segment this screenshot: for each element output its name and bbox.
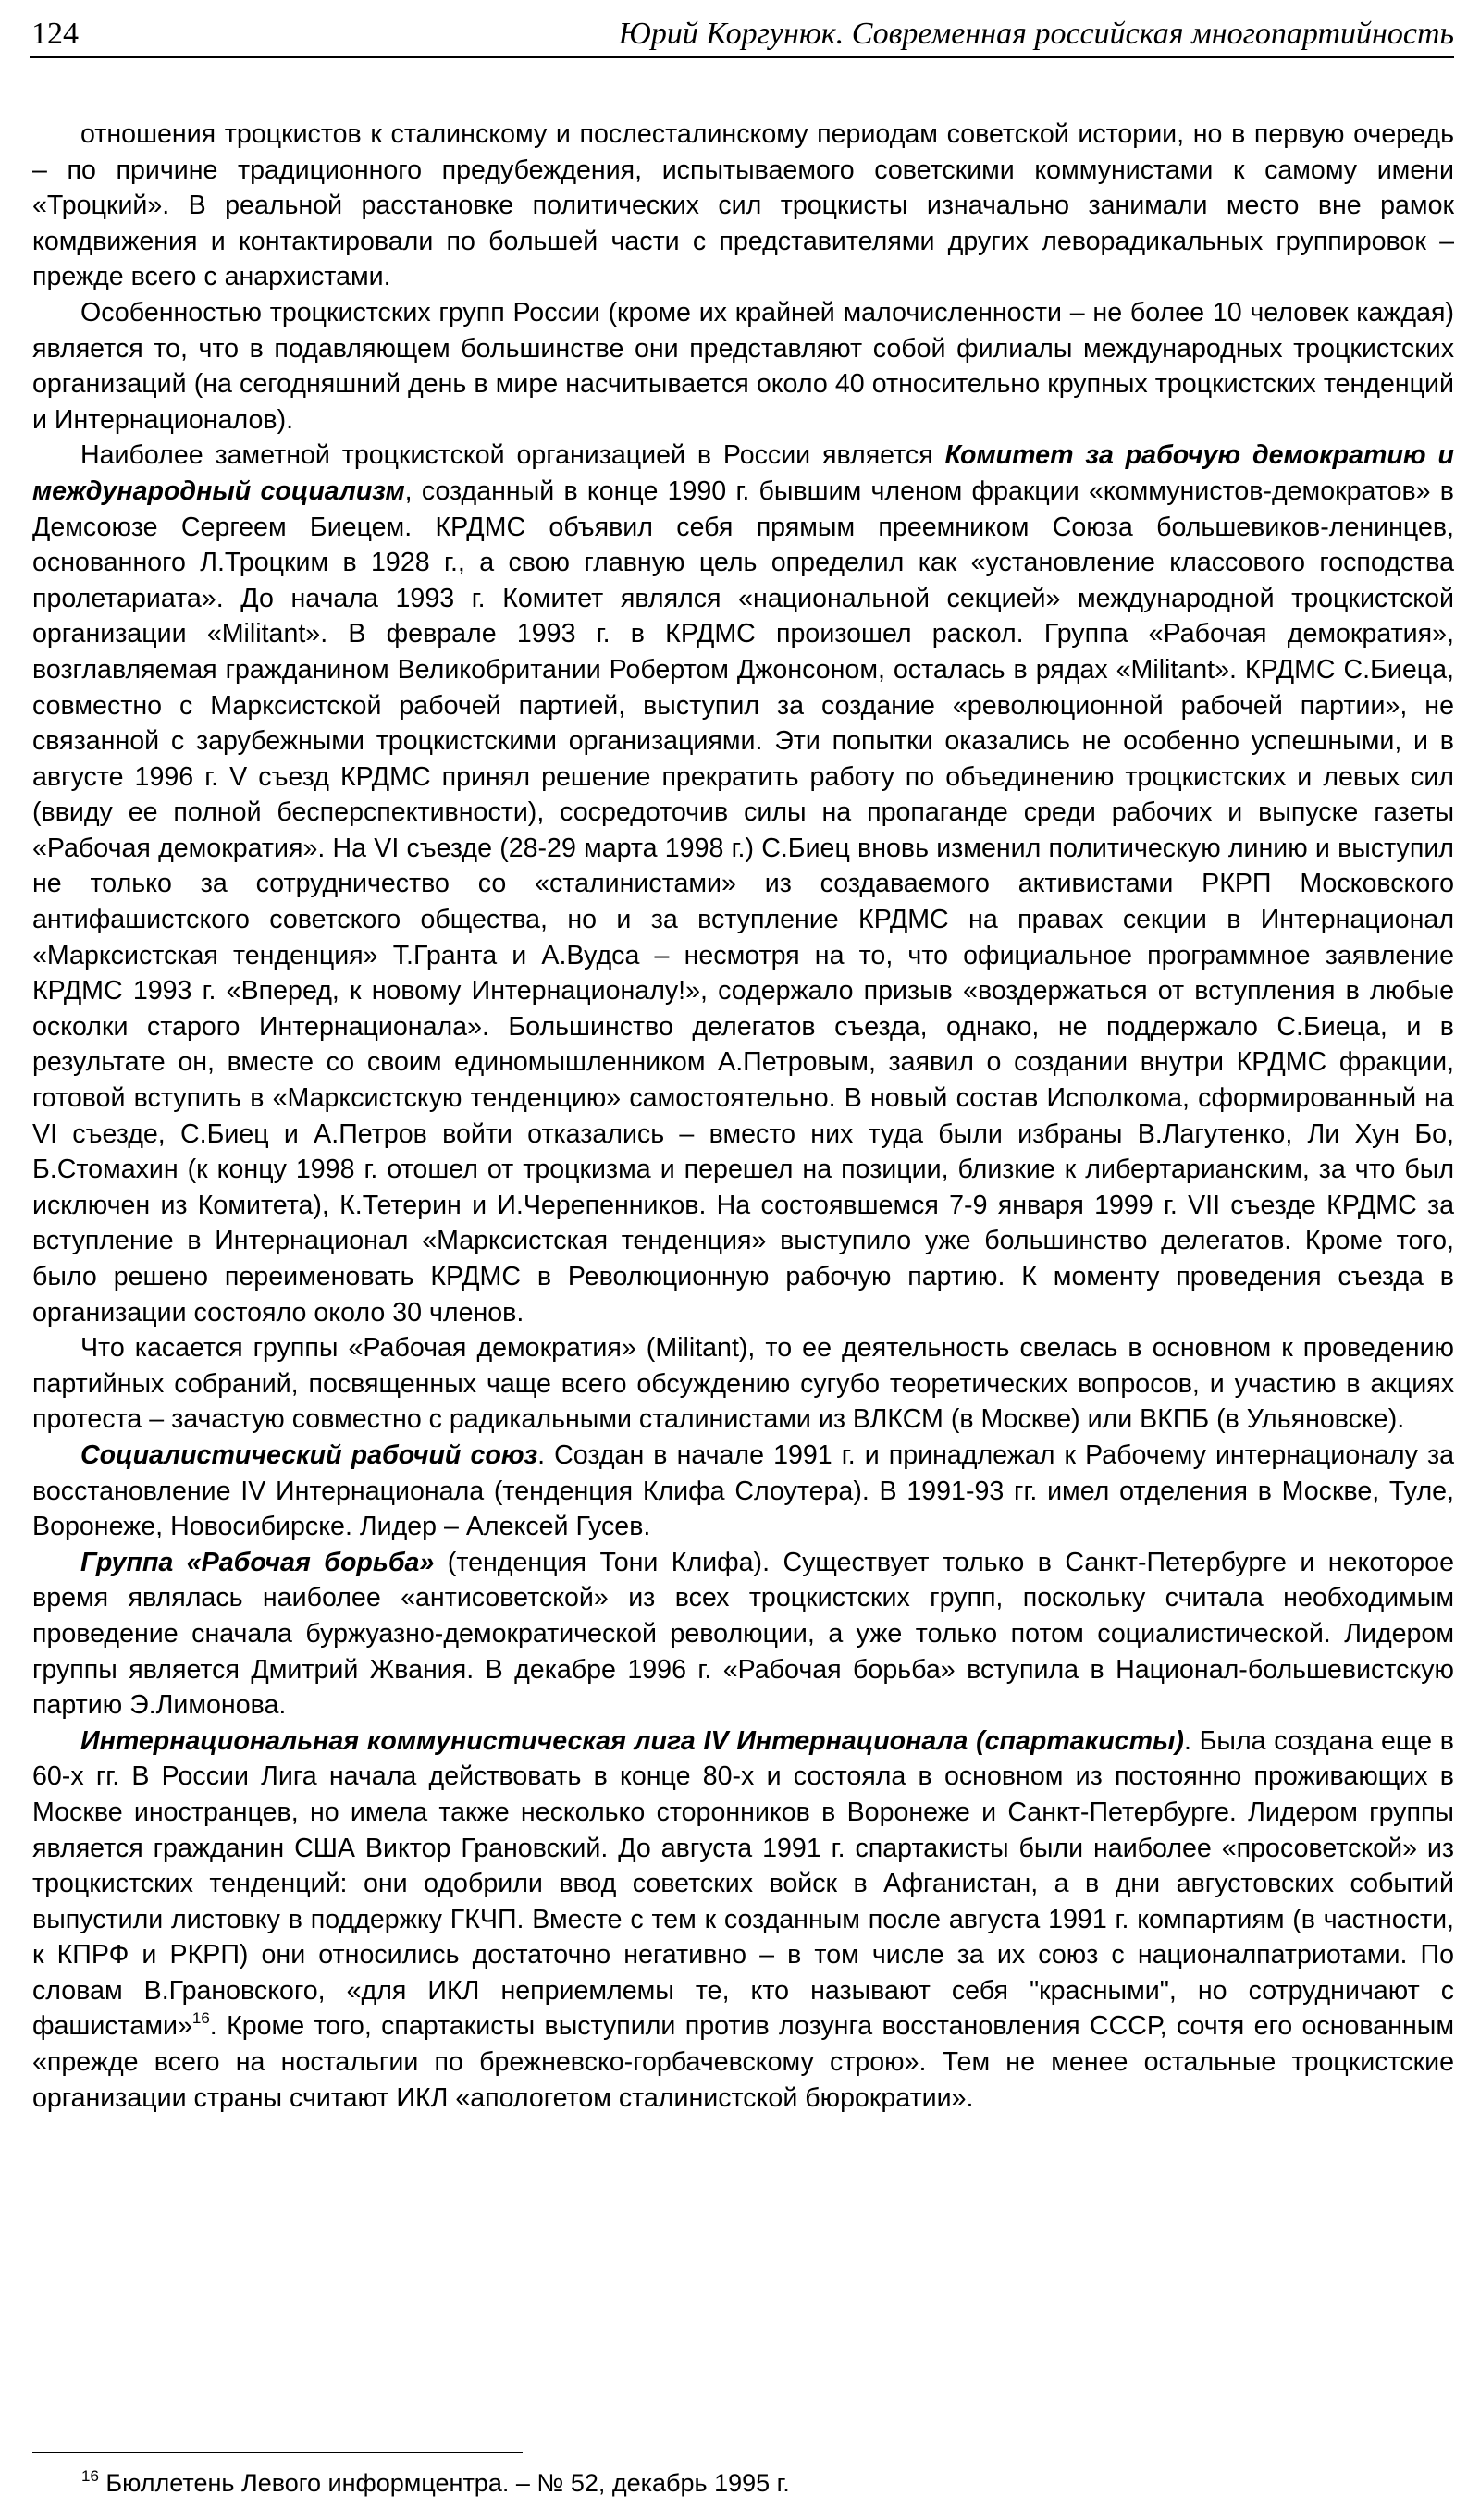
page-header [30, 13, 1454, 56]
paragraph-tail: . Кроме того, спартакисты выступили против лозунга восстановления СССР, сочтя его основанным «прежде всего на ностальгии по брежневско-горбачевскому строю». Тем не менее остальные троцкистские организации страны считают ИКЛ «апологетом сталинистской бюрократии». [32, 2011, 1454, 2113]
paragraph-2 [32, 295, 1454, 438]
footnote [81, 2467, 790, 2499]
organization-name: Социалистический рабочий союз [80, 1439, 538, 1470]
footnote-text: Бюллетень Левого информцентра. – № 52, декабрь 1995 г. [98, 2469, 790, 2497]
paragraph-4 [32, 1330, 1454, 1438]
paragraph-text: . Создан в начале 1991 г. и принадлежал к Рабочему интернационалу за восстановление IV Интернационала (тенденция Клифа Слоутера). В 1991-93 гг. имел отделения в Москве, Туле, Воронеже, Новосибирске. Лидер – Алексей Гусев. [32, 1439, 1454, 1542]
paragraph-1 [32, 117, 1454, 295]
paragraph-text: . Была создана еще в 60-х гг. В России Лига начала действовать в конце 80-х и состояла в основном из постоянно проживающих в Москве иностранцев, но имела также несколько сторонников в Воронеже и Санкт-Петербурге. Лидером группы является гражданин США Виктор Грановский. До августа 1991 г. спартакисты были наиболее «просоветской» из троцкистских тенденций: они одобрили ввод советских войск в Афганистан, а в дни августовских событий выпустили листовку в поддержку ГКЧП. Вместе с тем к созданным после августа 1991 г. компартиям (в частности, к КПРФ и РКРП) они относились достаточно негативно – в том числе за их союз с националпатриотами. По словам В.Грановского, «для ИКЛ неприемлемы те, кто называют себя "красными", но сотрудничают с фашистами» [32, 1725, 1454, 2042]
paragraph-text: отношения троцкистов к сталинскому и послесталинскому периодам советской истории, но в первую очередь – по причине традиционного предубеждения, испытываемого советскими коммунистами к самому имени «Троцкий». В реальной расстановке политических сил троцкисты изначально занимали место вне рамок комдвижения и контактировали по большей части с представителями других леворадикальных группировок – прежде всего с анархистами. [32, 119, 1454, 292]
paragraph-6 [32, 1545, 1454, 1723]
organization-name: Интернациональная коммунистическая лига IV Интернационала (спартакисты) [80, 1725, 1184, 1756]
organization-name: Группа «Рабочая борьба» [80, 1547, 435, 1577]
footnote-reference[interactable]: 16 [191, 2009, 210, 2028]
paragraph-7 [32, 1723, 1454, 2117]
organization-name: Комитет за рабочую демократию и международный социализм [32, 440, 1454, 506]
paragraph-text: (тенденция Тони Клифа). Существует только в Санкт-Петербурге и некоторое время являлась наиболее «антисоветской» из всех троцкистских групп, поскольку считала необходимым проведение сначала буржуазно-демократической революции, а уже только потом социалистической. Лидером группы является Дмитрий Жвания. В декабре 1996 г. «Рабочая борьба» вступила в Национал-большевистскую партию Э.Лимонова. [32, 1547, 1454, 1721]
paragraph-text: , созданный в конце 1990 г. бывшим членом фракции «коммунистов-демократов» в Демсоюзе Сергеем Биецем. КРДМС объявил себя прямым преемником Союза большевиков-ленинцев, основанного Л.Троцким в 1928 г., а свою главную цель определил как «установление классового господства пролетариата». До начала 1993 г. Комитет являлся «национальной секцией» международной троцкистской организации «Militant». В феврале 1993 г. в КРДМС произошел раскол. Группа «Рабочая демократия», возглавляемая гражданином Великобритании Робертом Джонсоном, осталась в рядах «Militant». КРДМС С.Биеца, совместно с Марксистской рабочей партией, выступил за создание «революционной рабочей партии», не связанной с зарубежными троцкистскими организациями. Эти попытки оказались не особенно успешными, и в августе 1996 г. V съезд КРДМС принял решение прекратить работу по объединению троцкистских и левых сил (ввиду ее полной бесперспективности), сосредоточив силы на пропаганде среди рабочих и выпуске газеты «Рабочая демократия». На VI съезде (28-29 марта 1998 г.) С.Биец вновь изменил политическую линию и выступил не только за сотрудничество со «сталинистами» из создаваемого активистами РКРП Московского антифашистского советского общества, но и за вступление КРДМС на правах секции в Интернационал «Марксистская тенденция» Т.Гранта и А.Вудса – несмотря на то, что официальное программное заявление КРДМС 1993 г. «Вперед, к новому Интернационалу!», содержало призыв «воздержаться от вступления в любые осколки старого Интернационала». Большинство делегатов съезда, однако, не поддержало С.Биеца, и в результате он, вместе со своим единомышленником А.Петровым, заявил о создании внутри КРДМС фракции, готовой вступить в «Марксистскую тенденцию» самостоятельно. В новый состав Исполкома, сформированный на VI съезде, С.Биец и А.Петров войти отказались – вместо них туда были избраны В.Лагутенко, Ли Хун Бо, Б.Стомахин (к концу 1998 г. отошел от троцкизма и перешел на позиции, близкие к либертарианским, за что был исключен из Комитета), К.Тетерин и И.Черепенников. На состоявшемся 7-9 января 1999 г. VII съезде КРДМС за вступление в Интернационал «Марксистская тенденция» выступило уже большинство делегатов. Кроме того, было решено переименовать КРДМС в Революционную рабочую партию. К моменту проведения съезда в организации состояло около 30 членов. [32, 476, 1454, 1328]
header-rule [30, 56, 1454, 58]
paragraph-lead: Наиболее заметной троцкистской организацией в России является [80, 440, 945, 471]
paragraph-3 [32, 438, 1454, 1330]
paragraph-5 [32, 1438, 1454, 1545]
running-title: Юрий Коргунюк. Современная российская многопартийность [618, 17, 1454, 51]
paragraph-text: Что касается группы «Рабочая демократия» (Militant), то ее деятельность свелась в основном к проведению партийных собраний, посвященных чаще всего обсуждению сугубо теоретических вопросов, и участию в акциях протеста – зачастую совместно с радикальными сталинистами из ВЛКСМ (в Москве) или ВКПБ (в Ульяновске). [32, 1333, 1454, 1435]
page-number: 124 [31, 17, 79, 51]
paragraph-text: Особенностью троцкистских групп России (кроме их крайней малочисленности – не более 10 человек каждая) является то, что в подавляющем большинстве они представляют собой филиалы международных троцкистских организаций (на сегодняшний день в мире насчитывается около 40 относительно крупных троцкистских тенденций и Интернационалов). [32, 297, 1454, 435]
footnote-rule [32, 2452, 523, 2453]
footnote-number: 16 [81, 2467, 99, 2485]
body-text [32, 117, 1454, 2116]
